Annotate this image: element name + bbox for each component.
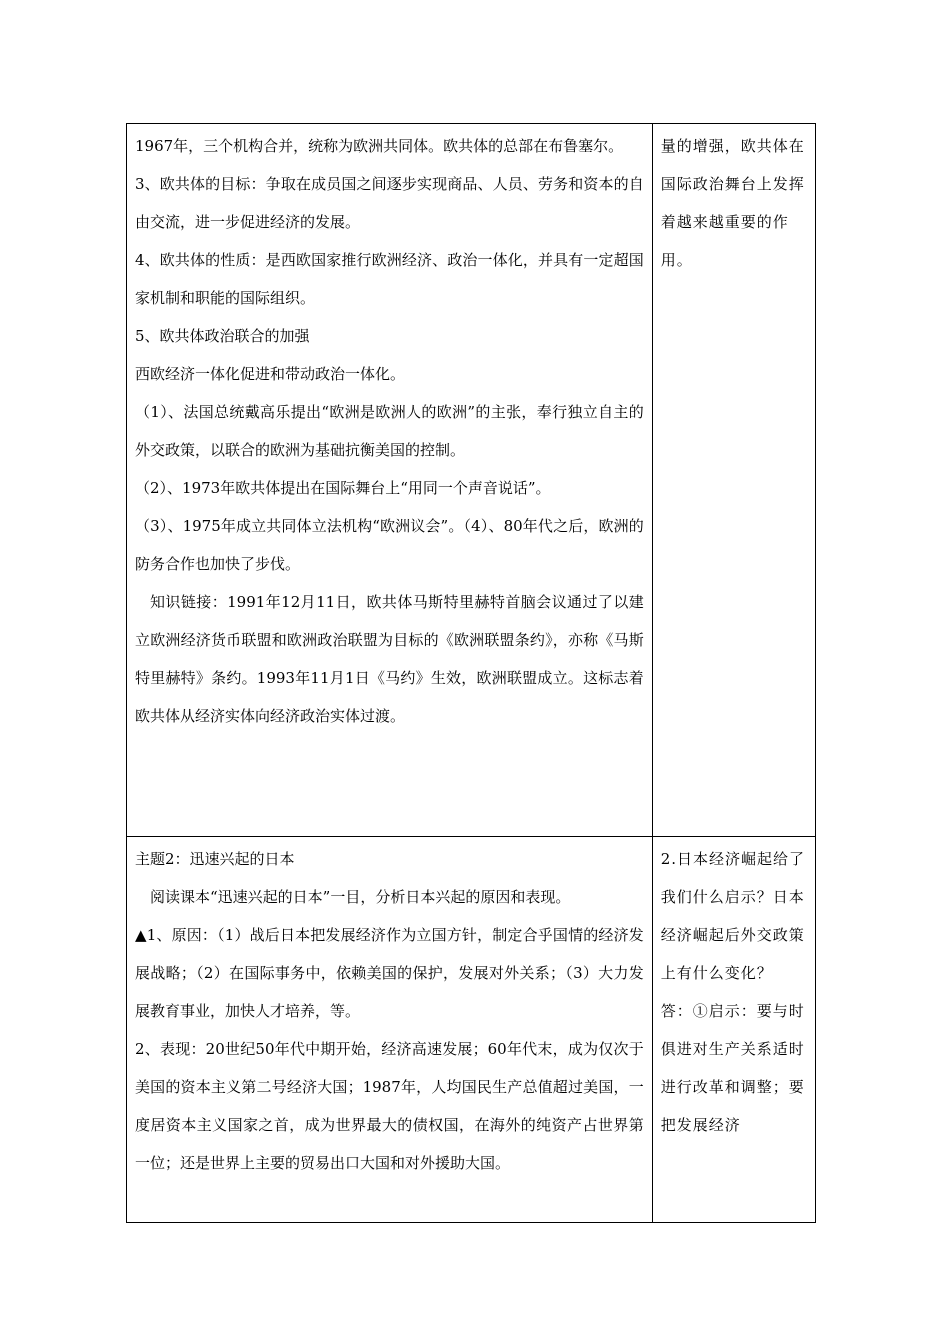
paragraph-de-gaulle: （1）、法国总统戴高乐提出“欧洲是欧洲人的欧洲”的主张，奉行独立自主的外交政策，以联合的欧洲为基础抗衡美国的控制。 <box>135 403 644 459</box>
paragraph-manifestations: 2、表现：20世纪50年代中期开始，经济高速发展；60年代末，成为仅次于美国的资本主义第二号经济大国；1987年，人均国民生产总值超过美国，一度居资本主义国家之首，成为世界最大的债权国，在海外的纯资产占世界第一位；还是世界上主要的贸易出口大国和对外援助大国。 <box>135 1040 644 1172</box>
paragraph-knowledge-link: 知识链接：1991年12月11日，欧共体马斯特里赫特首脑会议通过了以建立欧洲经济货币联盟和欧洲政治联盟为目标的《欧洲联盟条约》，亦称《马斯特里赫特》条约。1993年11月1日《马约》生效，欧洲联盟成立。这标志着欧共体从经济实体向经济政治实体过渡。 <box>135 593 644 725</box>
paragraph-ec-integration: 西欧经济一体化促进和带动政治一体化。 <box>135 365 406 383</box>
paragraph-ec-nature: 4、欧共体的性质：是西欧国家推行欧洲经济、政治一体化，并具有一定超国家机制和职能的国际组织。 <box>135 251 644 307</box>
paragraph-ec-goal: 3、欧共体的目标：争取在成员国之间逐步实现商品、人员、劳务和资本的自由交流，进一步促进经济的发展。 <box>135 175 644 231</box>
side-question: 2.日本经济崛起给了我们什么启示？日本经济崛起后外交政策上有什么变化？ <box>660 850 806 982</box>
content-cell <box>127 124 653 837</box>
side-note-cell <box>652 124 815 837</box>
side-note-cell <box>652 837 815 1223</box>
table-row <box>127 124 816 837</box>
paragraph-1975: （3）、1975年成立共同体立法机构“欧洲议会”。（4）、80年代之后，欧洲的防务合作也加快了步伐。 <box>135 517 644 573</box>
side-answer: 答：①启示：要与时俱进对生产关系适时进行改革和调整；要把发展经济 <box>660 1002 805 1134</box>
paragraph-1973: （2）、1973年欧共体提出在国际舞台上“用同一个声音说话”。 <box>135 479 551 497</box>
table-row <box>127 837 816 1223</box>
side-note-text: 量的增强，欧共体在国际政治舞台上发挥着越来越重要的作用。 <box>660 137 805 269</box>
paragraph-ec-political-heading: 5、欧共体政治联合的加强 <box>135 327 310 345</box>
lesson-table <box>126 123 816 1223</box>
paragraph-causes: ▲1、原因：（1）战后日本把发展经济作为立国方针，制定合乎国情的经济发展战略；（2）在国际事务中，依赖美国的保护，发展对外关系；（3）大力发展教育事业，加快人才培养，等。 <box>135 926 644 1020</box>
paragraph-reading-task: 阅读课本“迅速兴起的日本”一目，分析日本兴起的原因和表现。 <box>150 888 571 906</box>
paragraph-ec-merger: 1967年，三个机构合并，统称为欧洲共同体。欧共体的总部在布鲁塞尔。 <box>135 137 624 155</box>
topic-title: 主题2：迅速兴起的日本 <box>135 850 295 868</box>
content-cell <box>127 837 653 1223</box>
